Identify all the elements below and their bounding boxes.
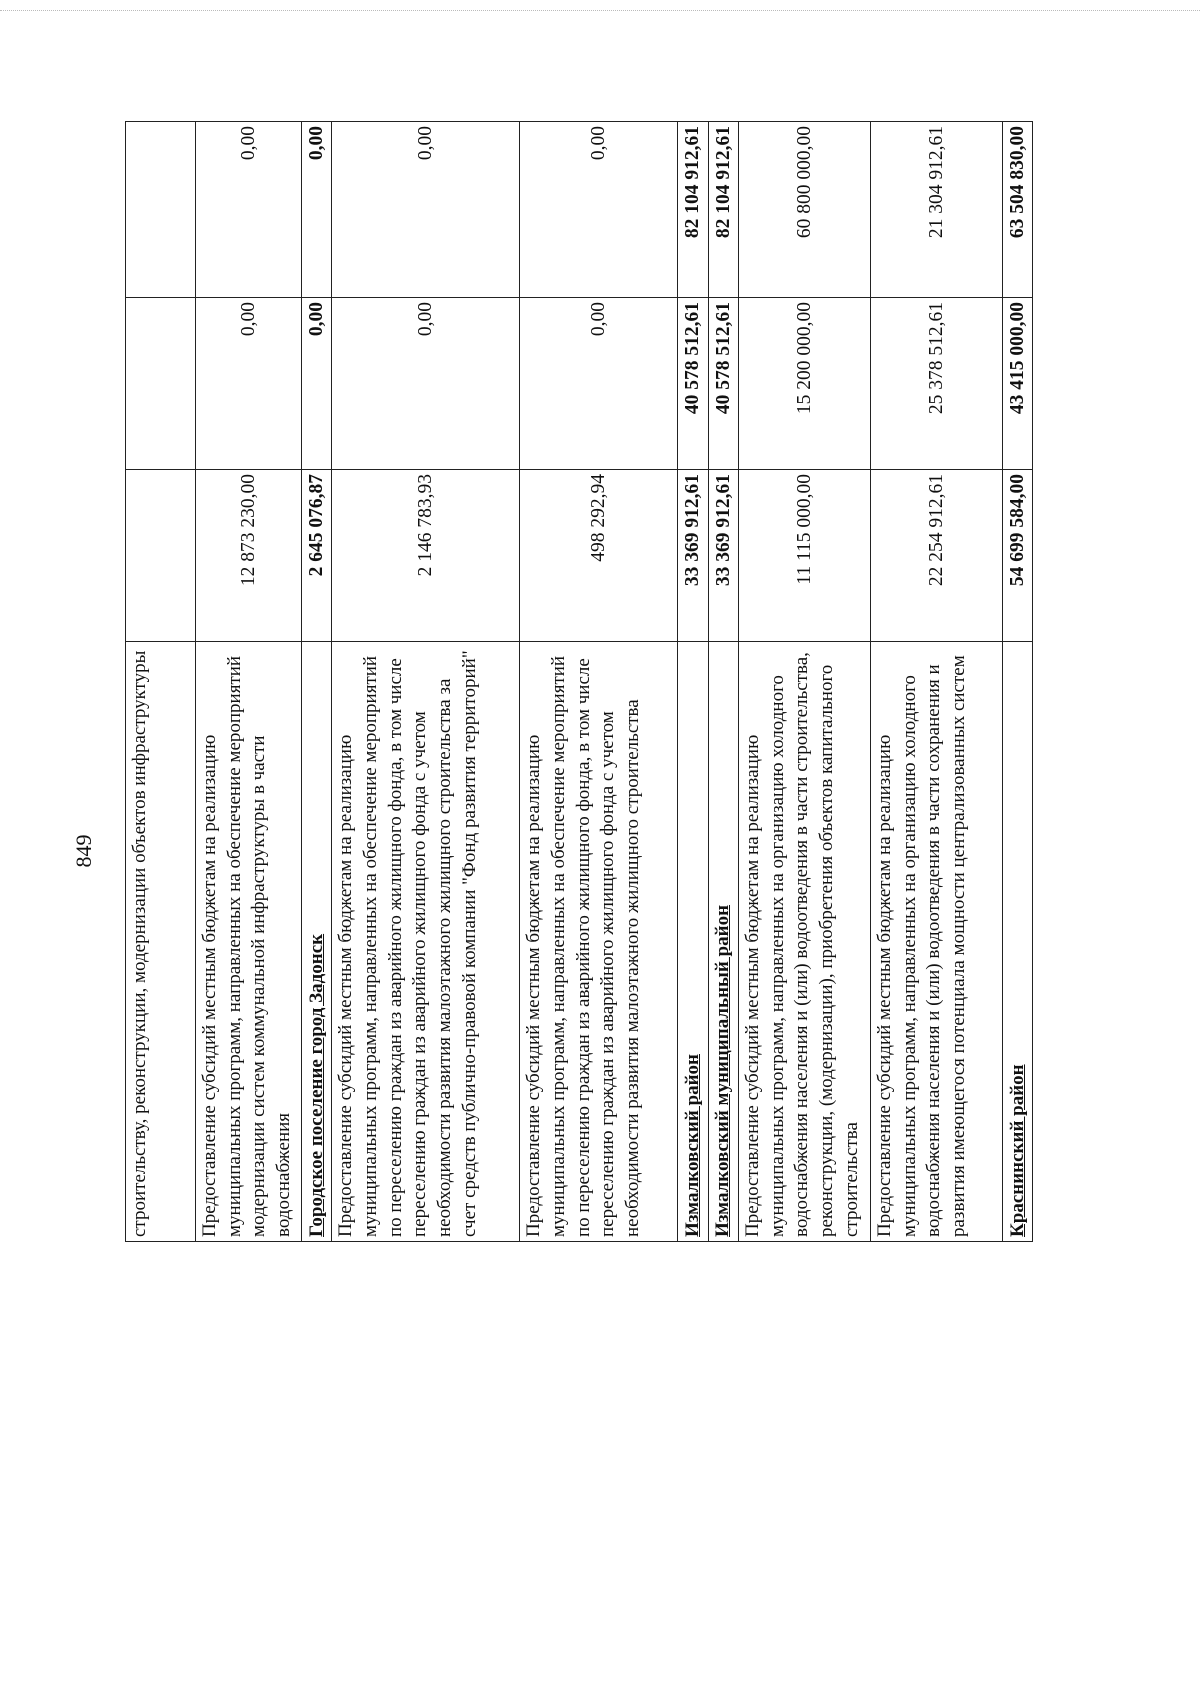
value-2025: 0,00: [196, 122, 302, 298]
value-2025: [126, 122, 196, 298]
row-name: Городское поселение город Задонск: [302, 642, 332, 1242]
value-2024: 0,00: [302, 298, 332, 470]
value-2024: 25 378 512,61: [871, 298, 1003, 470]
value-2024: 0,00: [520, 298, 678, 470]
row-name: Предоставление субсидий местным бюджетам на реализацию муниципальных программ, направленных на обеспечение мероприятий модернизации систем коммунальной инфраструктуры в части водоснабжения: [196, 642, 302, 1242]
table-row: [871, 122, 1003, 1242]
value-2023: 33 369 912,61: [678, 470, 708, 642]
row-name: Краснинский район: [1003, 642, 1033, 1242]
row-name: строительству, реконструкции, модернизации объектов инфраструктуры: [126, 642, 196, 1242]
table-row: [1003, 122, 1033, 1242]
table-row: [196, 122, 302, 1242]
table-row: [302, 122, 332, 1242]
value-2023: 33 369 912,61: [708, 470, 738, 642]
value-2025: 0,00: [302, 122, 332, 298]
value-2023: 11 115 000,00: [739, 470, 871, 642]
value-2025: 82 104 912,61: [678, 122, 708, 298]
value-2025: 21 304 912,61: [871, 122, 1003, 298]
value-2024: 15 200 000,00: [739, 298, 871, 470]
value-2025: 82 104 912,61: [708, 122, 738, 298]
row-name: Предоставление субсидий местным бюджетам на реализацию муниципальных программ, направленных на обеспечение мероприятий по переселению граждан из аварийного жилищного фонда, в том числе переселению граждан из аварийного жилищного фонда с учетом необходимости развития малоэтажного жилищного строительства: [520, 642, 678, 1242]
value-2023: 2 645 076,87: [302, 470, 332, 642]
row-name: Измалковский район: [678, 642, 708, 1242]
page-top-edge: [0, 10, 1200, 11]
value-2023: 22 254 912,61: [871, 470, 1003, 642]
table-row: [678, 122, 708, 1242]
budget-table: [125, 121, 1033, 1242]
row-name: Предоставление субсидий местным бюджетам на реализацию муниципальных программ, направленных на обеспечение мероприятий по переселению граждан из аварийного жилищного фонда, в том числе переселению граждан из аварийного жилищного фонда с учетом необходимости развития малоэтажного жилищного строительства за счет средств публично-правовой компании "Фонд развития территорий": [332, 642, 520, 1242]
value-2024: 43 415 000,00: [1003, 298, 1033, 470]
value-2024: 0,00: [196, 298, 302, 470]
value-2025: 60 800 000,00: [739, 122, 871, 298]
row-name: Предоставление субсидий местным бюджетам на реализацию муниципальных программ, направленных на организацию холодного водоснабжения населения и (или) водоотведения в части сохранения и развития имеющегося потенциала мощности централизованных систем: [871, 642, 1003, 1242]
value-2023: 498 292,94: [520, 470, 678, 642]
value-2025: 63 504 830,00: [1003, 122, 1033, 298]
value-2024: 40 578 512,61: [708, 298, 738, 470]
value-2025: 0,00: [332, 122, 520, 298]
row-name: Измалковский муниципальный район: [708, 642, 738, 1242]
table-row: [332, 122, 520, 1242]
table-row: [126, 122, 196, 1242]
value-2025: 0,00: [520, 122, 678, 298]
table-row: [708, 122, 738, 1242]
value-2023: [126, 470, 196, 642]
table-row: [739, 122, 871, 1242]
value-2024: [126, 298, 196, 470]
rotated-table-wrapper: [125, 122, 1029, 1242]
value-2024: 40 578 512,61: [678, 298, 708, 470]
table-row: [520, 122, 678, 1242]
page-number: 849: [71, 834, 96, 868]
value-2023: 2 146 783,93: [332, 470, 520, 642]
value-2024: 0,00: [332, 298, 520, 470]
value-2023: 54 699 584,00: [1003, 470, 1033, 642]
row-name: Предоставление субсидий местным бюджетам на реализацию муниципальных программ, направленных на организацию холодного водоснабжения населения и (или) водоотведения в части строительства, реконструкции, (модернизации), приобретения объектов капитального строительства: [739, 642, 871, 1242]
value-2023: 12 873 230,00: [196, 470, 302, 642]
